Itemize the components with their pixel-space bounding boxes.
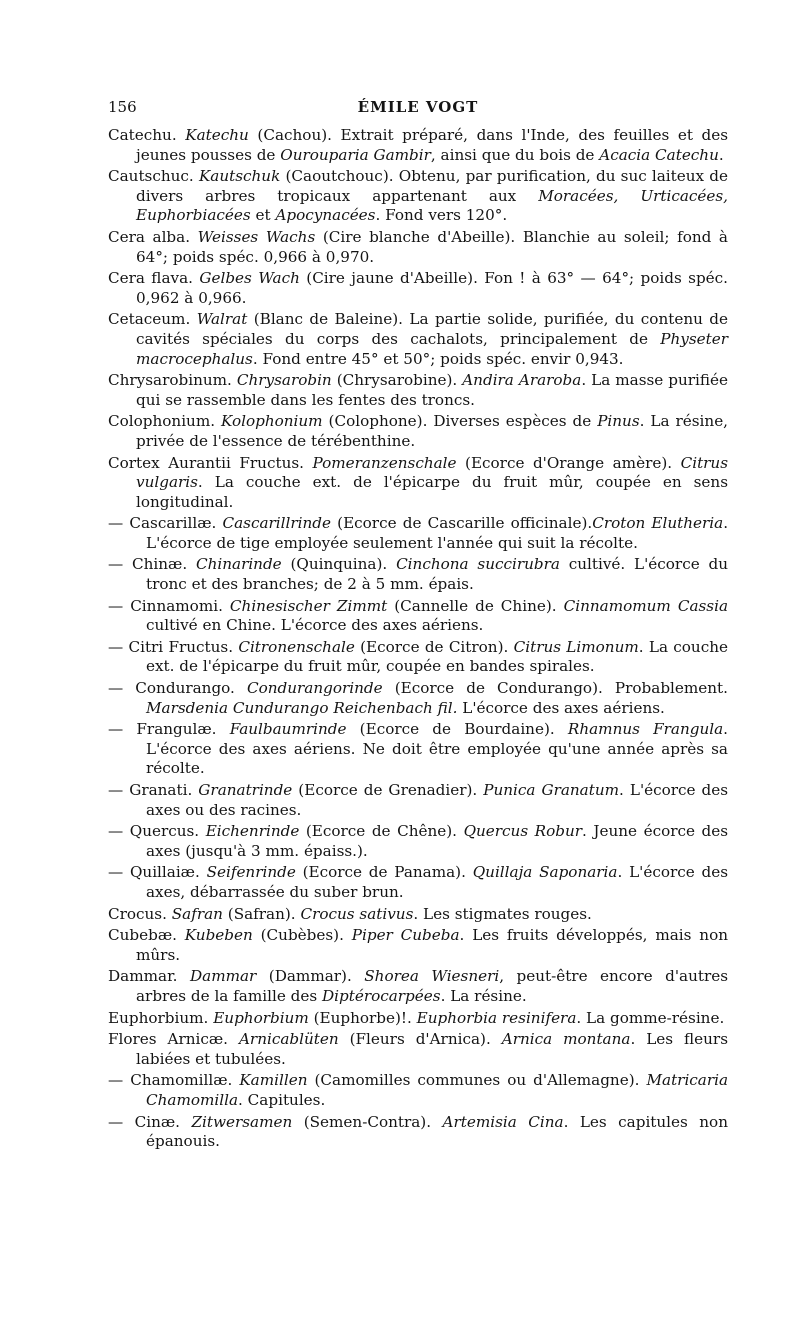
entry-tail: . L'écorce des axes ou des racines. (146, 781, 729, 819)
entry-term: Cera flava. (108, 269, 193, 288)
entry-german: Faulbaumrinde (229, 720, 347, 739)
entry-tail: . L'écorce de tige employée seulement l'année qui suit la récolte. (146, 514, 729, 552)
entry-term: Chinæ. (132, 555, 188, 574)
entry-term: Crocus. (108, 904, 167, 923)
entry (108, 514, 728, 553)
entry (108, 371, 728, 410)
entry (108, 412, 728, 451)
entry-rest: (Fleurs d'Arnica). (338, 1030, 502, 1049)
entry-tail: L'écorce des axes aériens. (457, 698, 665, 717)
entry-lead: — (108, 720, 137, 739)
entry-tail: cultivé. L'écorce du tronc et des branches; de 2 à 5 mm. épais. (146, 555, 729, 594)
entry-term: Flores Arnicæ. (108, 1030, 229, 1049)
entry-german: Granatrinde (198, 781, 293, 799)
entry-german: Seifenrinde (206, 863, 296, 882)
entry-tail: . La couche ext. de l'épicarpe du fruit mûr, coupée en bandes spirales. (146, 637, 728, 676)
entry (108, 228, 728, 267)
entry (108, 167, 728, 226)
entry-species: Quercus Robur (463, 822, 583, 841)
entry-lead: — (108, 1112, 135, 1131)
entry (108, 863, 728, 902)
entry-term: Granati. (129, 781, 193, 799)
entry-end: . La résine. (440, 986, 527, 1005)
entry-rest: (Ecorce de Bourdaine). (346, 720, 568, 739)
entry-german: Kamillen (239, 1071, 308, 1090)
entry-species-secondary: Apocynacées (275, 206, 376, 225)
entry-tail: . Fond entre 45° et 50°; poids spéc. envir 0,943. (252, 349, 624, 368)
entry-lead: — (108, 822, 130, 841)
entry-german: Citronenschale (238, 637, 355, 656)
entry-term: Chamomillæ. (130, 1071, 233, 1090)
entry (108, 454, 728, 513)
entry-species: Citrus Limonum (513, 637, 639, 656)
entry-species: Euphorbia resinifera (416, 1008, 577, 1027)
entry-term: Cascarillæ. (129, 514, 217, 533)
entry-german: Dammar (189, 967, 257, 986)
entry-german: Arnicablüten (238, 1030, 339, 1049)
entry-rest: (Cachou). Extrait préparé, dans l'Inde, des feuilles et des jeunes pousses de (136, 126, 729, 164)
entry-tail: . Les stigmates rouges. (413, 904, 592, 923)
entry-species: Artemisia Cina (442, 1112, 564, 1131)
entry (108, 926, 728, 965)
entry-species: Croton Elutheria (592, 514, 724, 533)
entry-tail: , ainsi que du bois de (430, 145, 600, 164)
entry-term: Quercus. (129, 822, 200, 841)
entry-tail: . Capitules. (238, 1090, 326, 1109)
entry-tail: . La masse purifiée qui se rassemble dans les fentes des troncs. (136, 371, 728, 409)
entry-rest: (Dammar). (256, 967, 365, 986)
entry (108, 1113, 728, 1152)
entry (108, 679, 728, 718)
entry-tail: . Les fleurs labiées et tubulées. (136, 1030, 728, 1068)
entry-rest: (Ecorce de Panama). (295, 863, 473, 882)
entry-rest: (Cire blanche d'Abeille). Blanchie au soleil; fond à 64°; poids spéc. 0,966 à 0,970. (136, 227, 728, 266)
entry-german: Katechu (185, 126, 249, 144)
entry-species: Marsdenia Cundurango Reichenbach fil. (146, 698, 458, 717)
entry-german: Kautschuk (198, 167, 281, 186)
entry-species: Arnica montana (501, 1030, 631, 1049)
entry-term: Cetaceum. (108, 310, 191, 329)
page-header (108, 98, 728, 120)
entry-term: Cubebæ. (108, 926, 177, 945)
entry (108, 597, 728, 636)
entry-rest: (Cubèbes). (252, 926, 352, 945)
entry-species: Andira Araroba (462, 371, 582, 390)
running-title: ÉMILE VOGT (357, 98, 479, 116)
entry-rest: (Quinquina). (281, 555, 397, 574)
entry-term: Cautschuc. (108, 167, 194, 186)
entry-lead: — (108, 679, 136, 698)
entry-term: Chrysarobinum. (108, 371, 232, 390)
entry-german: Walrat (196, 310, 248, 329)
entry-term: Condurango. (135, 679, 235, 698)
entry-german: Kubeben (184, 926, 253, 945)
entry-german: Condurangorinde (246, 679, 383, 698)
entry-rest: (Ecorce de Cascarille officinale). (330, 514, 593, 533)
entry-german: Euphorbium (213, 1008, 309, 1027)
entry-rest: (Ecorce de Citron). (354, 637, 514, 656)
entry (108, 310, 728, 369)
entry-species: Quillaja Saponaria (472, 863, 618, 882)
entry-lead: — (108, 514, 130, 533)
entry-species: Pinus (597, 412, 640, 431)
entry-german: Pomeranzenschale (312, 453, 457, 472)
entry-term: Euphorbium. (108, 1008, 209, 1027)
entry (108, 1030, 728, 1069)
entry-species: Cinchona succirubra (396, 555, 560, 574)
entry-tail: . La résine, privée de l'essence de térébenthine. (136, 412, 729, 450)
entry-term: Cortex Aurantii Fructus. (108, 453, 304, 472)
entry-term: Cinnamomi. (130, 596, 223, 615)
entry-species: Moracées, Urticacées, Euphorbiacées (136, 186, 728, 225)
entry-tail: et (250, 206, 276, 225)
entry-tail: cultivé en Chine. L'écorce des axes aériens. (146, 616, 484, 635)
entry-species: Shorea Wiesneri (364, 967, 500, 986)
entry-tail: . Les fruits développés, mais non mûrs. (136, 926, 729, 964)
entry-lead: — (108, 863, 130, 882)
entry-species: Piper Cubeba (351, 926, 460, 945)
entry (108, 1009, 728, 1029)
entry-tail: . L'écorce des axes, débarrassée du suber brun. (146, 863, 729, 901)
entry-term: Colophonium. (108, 412, 216, 431)
entry-tail: . Les capitules non épanouis. (146, 1112, 728, 1151)
entry-term: Frangulæ. (136, 720, 217, 739)
entry (108, 638, 728, 677)
entry-rest: (Cannelle de Chine). (387, 596, 564, 615)
entry-german: Safran (171, 904, 223, 923)
entry-lead: — (108, 1071, 131, 1090)
entry-german: Chinesischer Zimmt (229, 596, 388, 615)
entry-species-secondary: Diptérocarpées (321, 986, 441, 1005)
entry-rest: (Ecorce de Condurango). Probablement. (382, 679, 728, 698)
entry-end: . Fond vers 120°. (375, 206, 508, 225)
entry-species: Cinnamomum Cassia (563, 596, 728, 615)
entry-rest: (Semen-Contra). (292, 1112, 443, 1131)
entry-term: Citri Fructus. (128, 637, 234, 656)
entry-species-secondary: Acacia Catechu (599, 145, 719, 164)
entry (108, 555, 728, 594)
entry-species: Matricaria Chamomilla (146, 1071, 729, 1109)
entry (108, 905, 728, 925)
entry (108, 822, 728, 861)
entry-lead: — (108, 637, 129, 656)
entry (108, 720, 728, 779)
entry-lead: — (108, 555, 132, 574)
entry-rest: (Colophone). Diverses espèces de (322, 412, 598, 431)
entry (108, 126, 728, 165)
entry-rest: (Camomilles communes ou d'Allemagne). (307, 1071, 647, 1090)
entry-german: Zitwersamen (191, 1112, 293, 1131)
entry (108, 781, 728, 820)
entry (108, 967, 728, 1006)
entry-tail: . La gomme-résine. (576, 1008, 725, 1027)
entry-rest: (Cire jaune d'Abeille). Fon ! à 63° — 64°; poids spéc. 0,962 à 0,966. (136, 269, 729, 307)
entry-term: Quillaiæ. (129, 863, 200, 882)
entry (108, 269, 728, 308)
entry-german: Gelbes Wach (199, 269, 300, 288)
entry-rest: (Ecorce de Grenadier). (292, 781, 484, 799)
entry-german: Weisses Wachs (197, 227, 316, 246)
entry-lead: — (108, 596, 131, 615)
entry-rest: (Safran). (222, 904, 301, 923)
entry-term: Cera alba. (108, 227, 191, 246)
entry-tail: , peut-être encore d'autres arbres de la famille des (136, 967, 729, 1005)
entry-german: Chinarinde (195, 555, 282, 574)
entry-lead: — (108, 781, 130, 799)
entry-species: Physeter macrocephalus (136, 329, 728, 368)
entry-species: Rhamnus Frangula (567, 720, 724, 739)
entry-rest: (Caoutchouc). Obtenu, par purification, du suc laiteux de divers arbres tropicaux appartenant aux (136, 167, 728, 205)
entry-rest: (Ecorce de Chêne). (299, 822, 464, 841)
entry-term: Cinæ. (134, 1112, 181, 1131)
entry-german: Cascarillrinde (222, 514, 331, 533)
entry-rest: (Blanc de Baleine). La partie solide, purifiée, du contenu de cavités spéciales du corps des cachalots, principalement de (136, 310, 729, 348)
entry-end: . (718, 145, 724, 164)
entry-rest: (Euphorbe)!. (308, 1008, 417, 1027)
entry-tail: . La couche ext. de l'épicarpe du fruit mûr, coupée en sens longitudinal. (136, 473, 728, 511)
entry-tail: . Jeune écorce des axes (jusqu'à 3 mm. épaiss.). (146, 822, 729, 860)
entry-rest: (Ecorce d'Orange amère). (456, 453, 681, 472)
entry-term: Catechu. (108, 126, 177, 144)
entry (108, 1071, 728, 1110)
entry-species: Punica Granatum (483, 781, 620, 799)
page-number: 156 (108, 98, 137, 116)
entry-tail: . L'écorce des axes aériens. Ne doit être employée qu'une année après sa récolte. (146, 720, 728, 778)
entry-species: Crocus sativus (300, 904, 414, 923)
entry-species: Ourouparia Gambir (280, 145, 431, 164)
entry-species: Citrus vulgaris (136, 453, 729, 492)
entry-list (108, 126, 728, 1154)
entry-german: Kolophonium (221, 412, 323, 431)
entry-german: Chrysarobin (236, 371, 332, 390)
entry-term: Dammar. (108, 967, 178, 986)
entry-german: Eichenrinde (205, 822, 300, 841)
entry-rest: (Chrysarobine). (331, 371, 463, 390)
